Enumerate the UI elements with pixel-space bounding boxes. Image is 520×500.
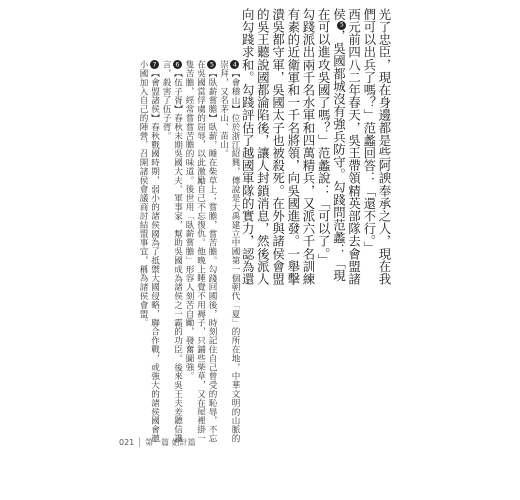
page-number: 021	[119, 438, 135, 447]
section-label: 始計篇	[171, 438, 196, 447]
footnote-number: 4	[230, 60, 239, 69]
main-paragraph-2-text: 西元前四八二年春天，吳王帶領精英部隊去會盟諸侯	[331, 8, 362, 286]
chapter-label: 第一篇	[145, 438, 170, 447]
footnote-mark-5: 5	[337, 21, 346, 30]
footnote-text: 【臥薪嘗膽】臥薪，睡在柴草上；嘗膽，嘗苦膽。勾踐回國後，時刻記住自己曾受的恥辱，不忘在吳國當俘虜的屈辱，以此激勵自己不忘復仇。他晚上睡覺不用褥子，只鋪些柴草，又在屋裡掛一隻苦膽，經常嘗嘗苦膽的味道。後世用「臥薪嘗膽」形容人刻苦自勵，發奮圖強。	[184, 60, 217, 443]
footnote-number: 7	[150, 60, 159, 69]
footnote-text: 【伍子胥】春秋末期吳國大夫、軍事家，幫助吳國成為諸侯之一霸的功臣。後來吳王夫差聽信讒言，殺害了伍子胥。	[161, 60, 183, 443]
main-paragraph-1: 光了忠臣，現在身邊都是些阿諛奉承之人，現在我們可以出兵了嗎？」范蠡回答：「還不行。」	[361, 8, 392, 286]
footnotes	[102, 60, 240, 445]
page-footer	[119, 437, 196, 448]
footnote-4	[217, 60, 240, 445]
footnote-6	[160, 60, 183, 445]
main-paragraph-2	[316, 8, 362, 288]
footnote-number: 5	[207, 60, 216, 69]
footnote-text: 【會稽山】位於浙江紹興，傳說是大禹建立中國第一個朝代「夏」的所在地，中華文明的山脈的崇拜，又名茅山、苗山。	[218, 60, 240, 443]
footnote-5	[183, 60, 218, 445]
footnote-7	[137, 60, 160, 445]
main-text	[240, 8, 392, 288]
main-paragraph-3: 勾踐派出兩千名水軍和四萬精兵，又派六千名訓練有素的近衛軍和一千名將領，向吳國進發。一舉擊潰吳都守軍，吳國太子也被殺死。在外與諸侯會盟的吳王聽說國都淪陷後，讓人封鎖消息，然後派人向勾踐求和。勾踐評估了越國軍隊的實力，認為還	[240, 8, 316, 286]
footer-separator: │	[137, 438, 143, 447]
footnote-text: 【會盟諸侯】春秋戰國時期，弱小的諸侯國為了抵禦大國侵略，聯合作戰，或強大的諸侯國會邀小國加入自己的陣營，召開諸侯會議商討結盟事宜，稱為諸侯會盟。	[138, 60, 160, 443]
main-paragraph-2-cont: ，吳國都城沒有強兵防守。勾踐問范蠡：「現在可以進攻吳國了嗎？」范蠡說：「可以了。」	[316, 8, 347, 282]
footnote-number: 6	[173, 60, 182, 69]
